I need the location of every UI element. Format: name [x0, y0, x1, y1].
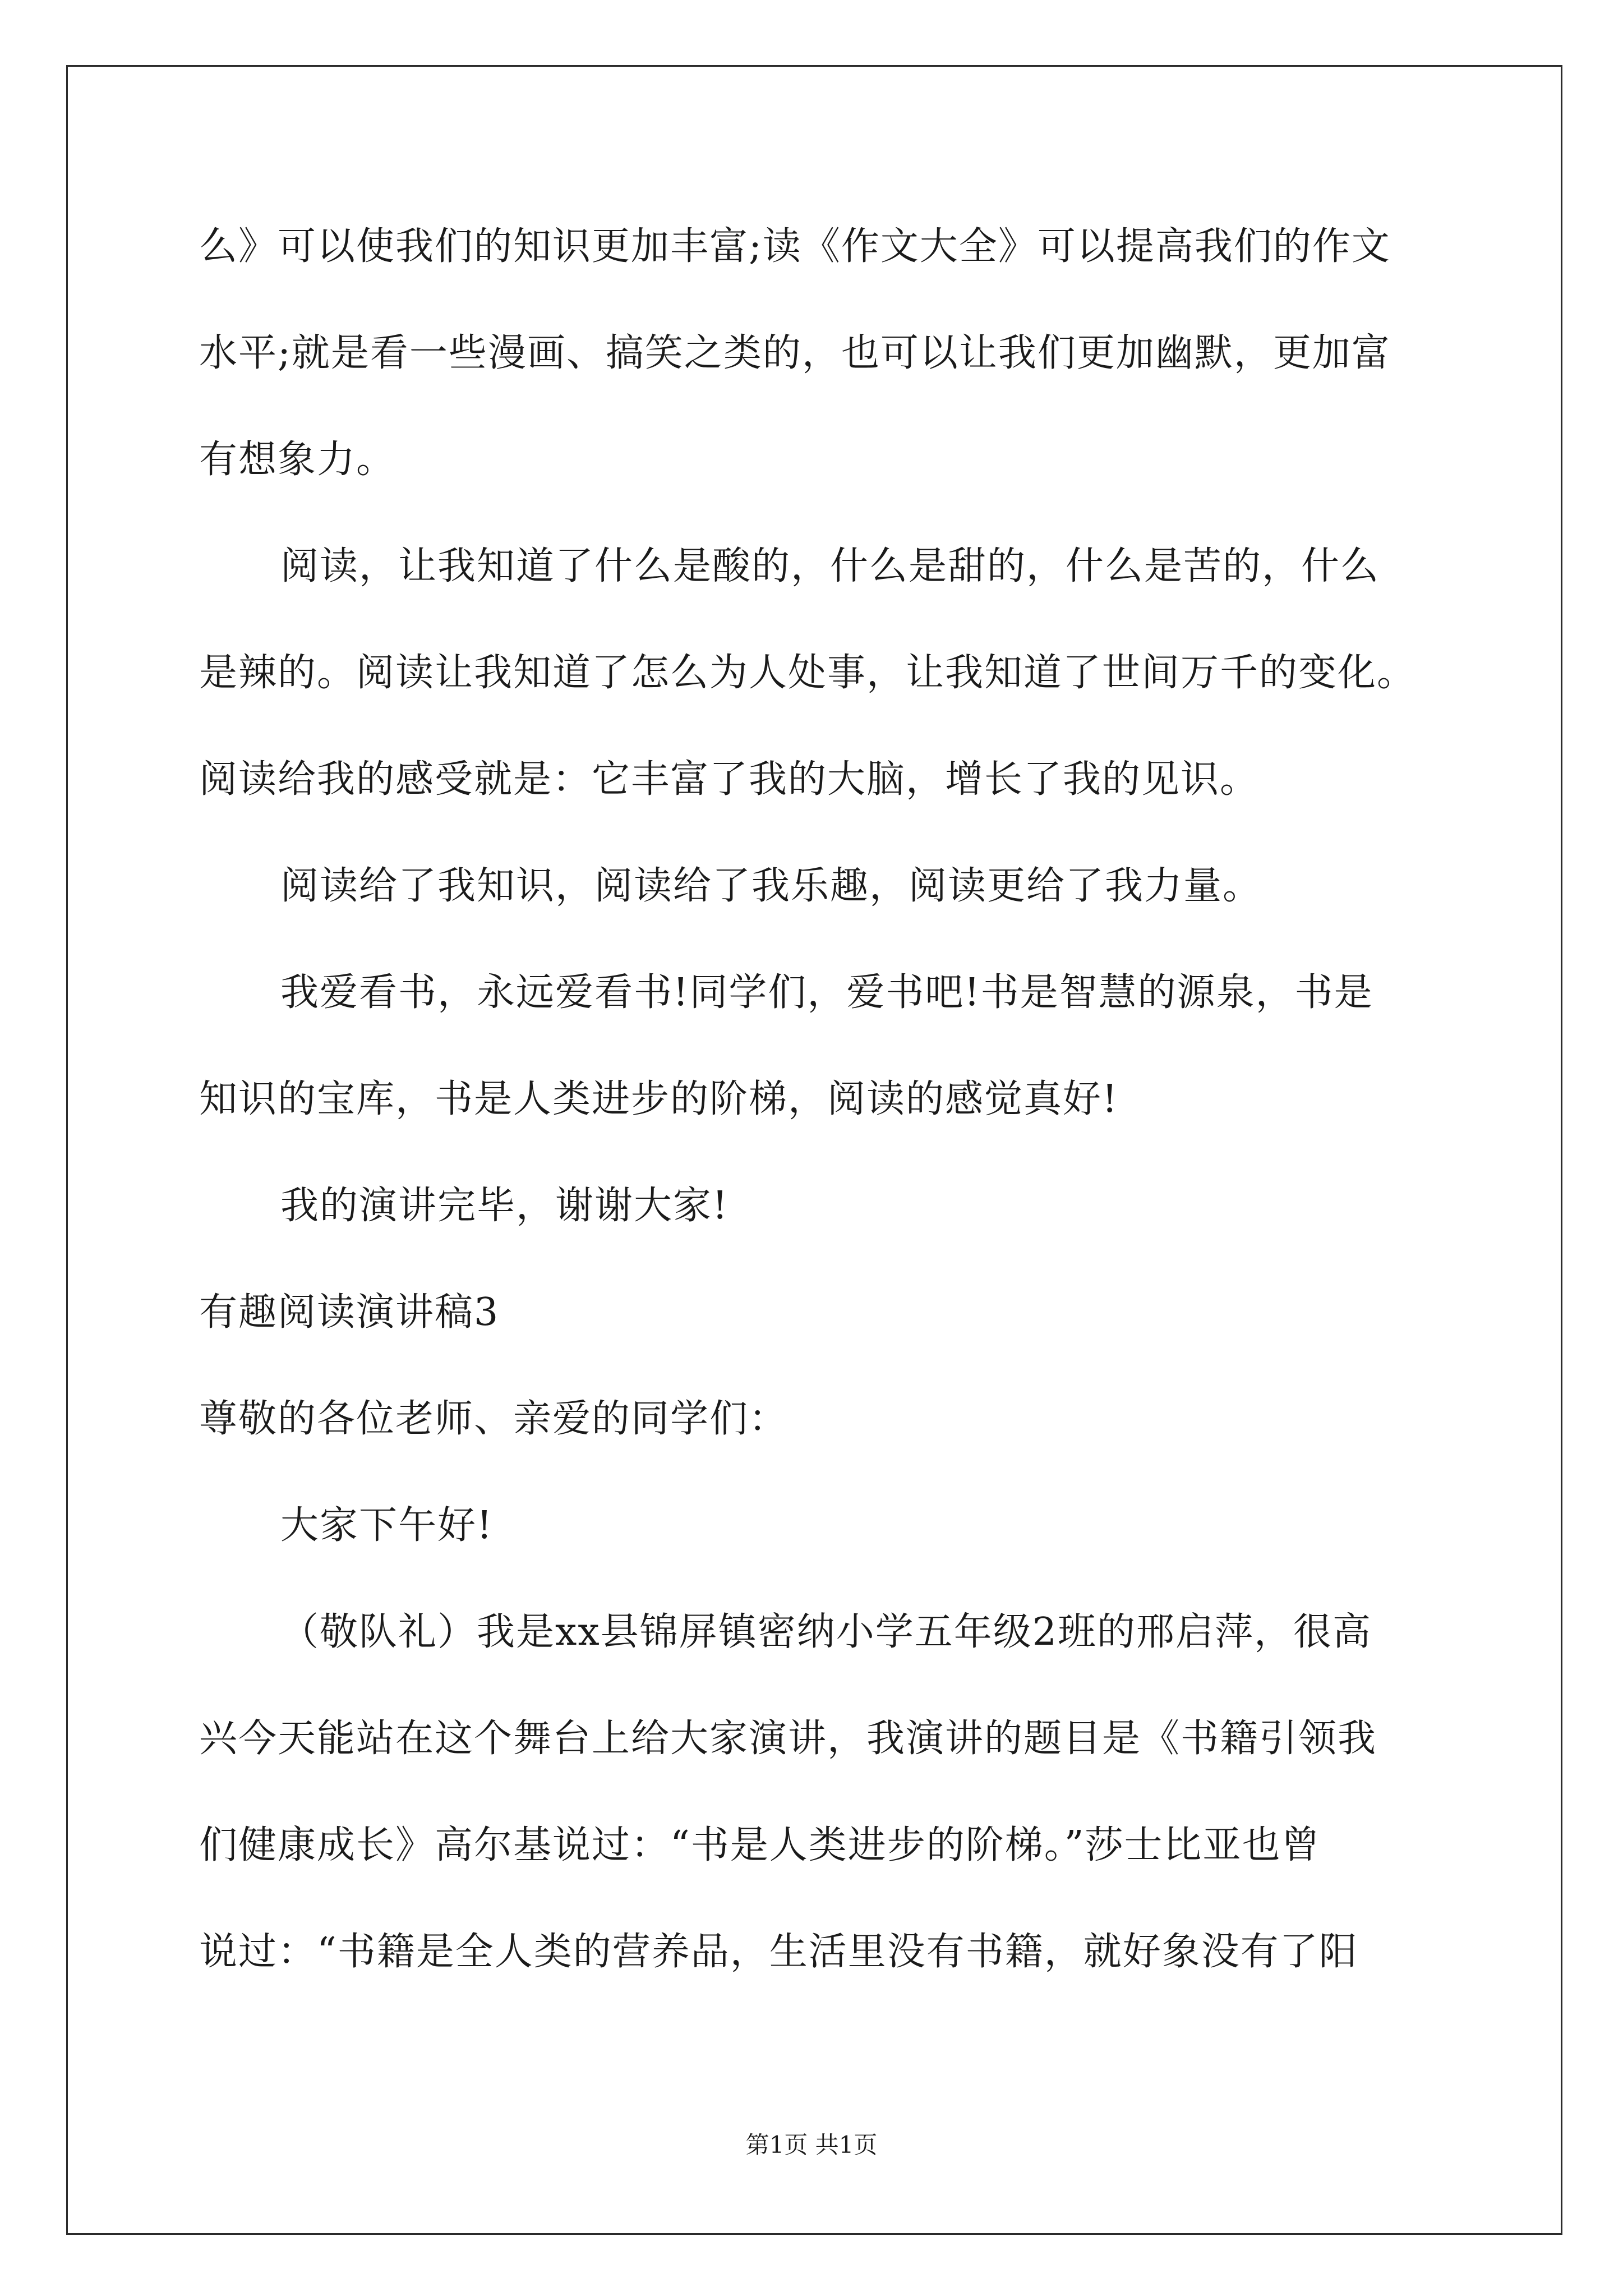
body-line: 兴今天能站在这个舞台上给大家演讲，我演讲的题目是《书籍引领我 [199, 1717, 1377, 1761]
body-line: 知识的宝库，书是人类进步的阶梯，阅读的感觉真好! [199, 1077, 1119, 1121]
paragraph-start: 阅读，让我知道了什么是酸的，什么是甜的，什么是苦的，什么 [280, 544, 1380, 588]
section-title: 有趣阅读演讲稿3 [199, 1290, 500, 1335]
page-border [66, 65, 1562, 2235]
paragraph-start: 我的演讲完毕，谢谢大家! [280, 1184, 729, 1228]
body-line: 是辣的。阅读让我知道了怎么为人处事，让我知道了世间万千的变化。 [199, 651, 1417, 695]
body-line: 么》可以使我们的知识更加丰富;读《作文大全》可以提高我们的作文 [199, 224, 1391, 269]
body-line: 有想象力。 [199, 438, 396, 482]
body-line: 说过：“书籍是全人类的营养品，生活里没有书籍，就好象没有了阳 [199, 1930, 1358, 1974]
body-line: 水平;就是看一些漫画、搞笑之类的，也可以让我们更加幽默，更加富 [199, 331, 1391, 375]
paragraph-start: 我爱看书，永远爱看书!同学们，爱书吧!书是智慧的源泉，书是 [280, 970, 1373, 1015]
paragraph-start: （敬队礼）我是xx县锦屏镇密纳小学五年级2班的邢启萍，很高 [280, 1610, 1372, 1654]
salutation: 尊敬的各位老师、亲爱的同学们： [199, 1397, 789, 1441]
paragraph-start: 阅读给了我知识，阅读给了我乐趣，阅读更给了我力量。 [280, 864, 1262, 908]
greeting: 大家下午好! [280, 1503, 494, 1548]
body-line: 们健康成长》高尔基说过：“书是人类进步的阶梯。”莎士比亚也曾 [199, 1823, 1321, 1867]
page-footer: 第1页 共1页 [745, 2131, 878, 2159]
body-line: 阅读给我的感受就是：它丰富了我的大脑，增长了我的见识。 [199, 757, 1260, 802]
